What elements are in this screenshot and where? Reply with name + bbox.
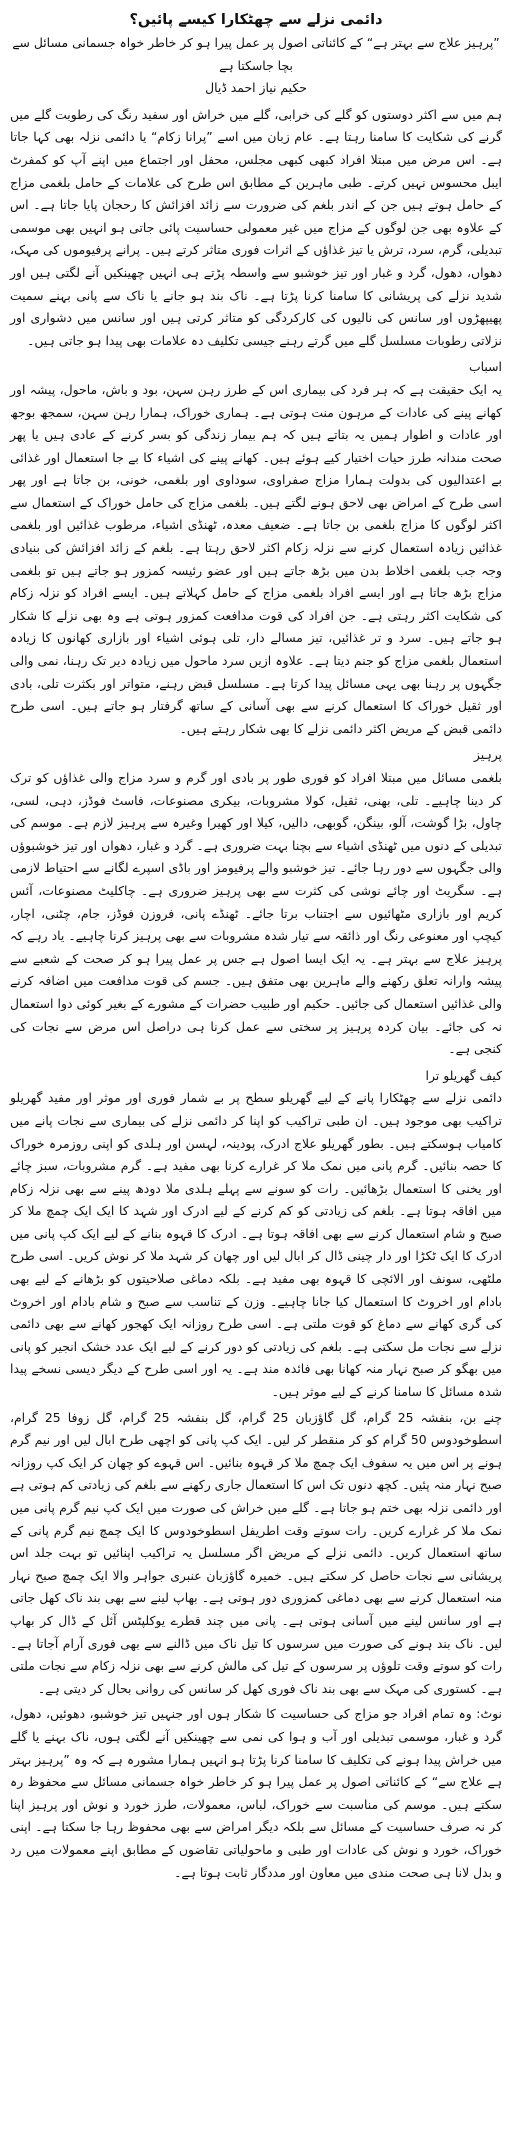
causes-paragraph: یہ ایک حقیقت ہے کہ ہر فرد کی بیماری اس کے طرز رہن سہن، بود و باش، ماحول، پیشہ اور کھانے پینے کی عادات کے مرہون منت ہوتی ہے۔ ہماری خوراک، ہمارا رہن سہن، سمجھ بوجھ اور عادات و اطوار ہمیں یہ بتاتے ہیں کہ ہم بیمار زندگی کو بسر کرنے کے عادی ہیں یا پھر صحت مندانہ طرز حیات اختیار کیے ہوئے ہیں۔ کھانے پینے کی اشیاء کا بے جا استعمال اور غذائی بے اعتدالیوں کی بدولت ہمارا مزاج صفراوی، سوداوی اور بلغمی، خونی، بن جاتا ہے اور پھر اسی طرح کے امراض بھی لاحق ہونے لگتے ہیں۔ بلغمی مزاج کی حامل خوراک کے استعمال سے اکثر لوگوں کا مزاج بلغمی بن جاتا ہے۔ ضعیف معدہ، ٹھنڈی اشیاء، مرطوب غذائیں اور بلغمی غذائیں زیادہ استعمال کرنے سے نزلہ زکام اکثر لاحق رہتا ہے۔ بلغم کے زائد افزائش کی بنیادی وجہ جب بلغمی اخلاط بدن میں بڑھ جاتے ہیں اور عضو رئیسہ کمزور ہو جاتے ہیں تو بلغمی مزاج بڑھ جاتا ہے اور ایسے افراد بلغمی مزاج کے حامل کہلاتے ہیں۔ ایسے افراد کو نزلہ زکام کی شکایت اکثر رہتی ہے۔ جن افراد کی قوت مدافعت کمزور ہوتی ہے وہ بھی نزلے کا شکار ہو جاتے ہیں۔ سرد و تر غذائیں، تیز مسالے دار، تلی ہوئی اشیاء اور بازاری کھانوں کا زیادہ استعمال بلغمی مزاج کو جنم دیتا ہے۔ علاوہ ازیں سرد ماحول میں زیادہ دیر تک رہنا، نمی والی جگہوں پر رہنا بھی یہی مسائل پیدا کرتا ہے۔ مسلسل قبض رہنے، متواتر اور بکثرت تلی، بادی اور ثقیل خوراک کا استعمال کرنے سے بھی آسانی کے ساتھ گرفتار ہو جاتے ہیں۔ اسی طرح دائمی قبض کے مریض اکثر دائمی نزلے کا بھی شکار رہتے ہیں۔ xyxy=(10,381,502,736)
section-heading-precautions: پرہیز xyxy=(473,747,502,763)
intro-paragraph: ہم میں سے اکثر دوستوں کو گلے کی خرابی، گلے میں خراش اور سفید رنگ کی رطوبت گلے میں گرنے کی شکایت کا سامنا رہتا ہے۔ عام زبان میں اسے ”پرانا زکام“ یا دائمی نزلہ بھی کہا جاتا ہے۔ اس مرض میں مبتلا افراد کبھی کبھی مجلس، محفل اور اجتماع میں اپنے آپ کو کمفرٹ ایبل محسوس نہیں کرتے۔ طبی ماہرین کے مطابق اس طرح کی علامات کے حامل بلغمی مزاج کے حامل ہوتے ہیں جن کے اندر بلغم کی ضرورت سے زائد افزائش کا رحجان پایا جاتا ہے۔ اس کے علاوہ بھی جن لوگوں کے مزاج میں غیر معمولی حساسیت پائی جاتی ہو انہیں بھی موسمی تبدیلی، گرم، سرد، ترش یا تیز غذاؤں کے اثرات فوری متاثر کرتے ہیں۔ پرانے پرفیوموں کی مہک، دھواں، دھول، گرد و غبار اور تیز خوشبو سے واسطہ پڑتے ہی انہیں چھینکیں آنے لگتی ہیں اور شدید نزلے کی پریشانی کا سامنا کرنا پڑتا ہے۔ ناک بند ہو جانے یا ناک سے پانی بہنے سمیت پھیپھڑوں اور سانس کی نالیوں کی کارکردگی کو متاثر کرتی ہیں اور سانس میں دشواری اور نزلاتی رطوبات مسلسل گلے میں گرتے رہنے جیسی تکلیف دہ علامات بھی پیدا ہو جاتی ہیں۔ xyxy=(10,106,502,348)
note-paragraph: نوٹ: وہ تمام افراد جو مزاج کی حساسیت کا شکار ہوں اور جنہیں تیز خوشبو، دھوئیں، دھول، گرد و غبار، موسمی تبدیلی اور آب و ہوا کی نمی سے چھینکیں آنے لگتی ہوں، ناک بہنے یا گلے میں خراش پیدا ہونے کی تکلیف کا سامنا کرنا پڑتا ہو انہیں ہمارا مشورہ ہے کہ وہ ”پرہیز بہتر ہے علاج سے“ کے کائناتی اصول پر عمل پیرا ہو کر خاطر خواہ جسمانی مسائل سے محفوظ رہ سکتے ہیں۔ موسم کی مناسبت سے خوراک، لباس، معمولات، طرز خورد و نوش اور پرہیز اپنا کر نہ صرف حساسیت کے مسائل سے بلکہ دیگر امراض سے بھی محفوظ رہا جا سکتا ہے۔ اپنی خوراک، خورد و نوش کی عادات اور طبی و ماحولیاتی تقاضوں کے مطابق اپنے معمولات میں رد و بدل لانا ہی صحت مندی میں معاون اور مددگار ثابت ہوتا ہے۔ xyxy=(10,1706,502,1880)
precautions-paragraph: بلغمی مسائل میں مبتلا افراد کو فوری طور پر بادی اور گرم و سرد مزاج والی غذاؤں کو ترک کر دینا چاہیے۔ تلی، بھنی، ثقیل، کولا مشروبات، بیکری مصنوعات، فاسٹ فوڈز، دہی، لسی، چاول، بڑا گوشت، آلو، بینگن، گوبھی، دالیں، کیلا اور کھیرا وغیرہ سے پرہیز لازم ہے۔ موسم کی تبدیلی کے دنوں میں ٹھنڈی اشیاء سے بچنا بہت ضروری ہے۔ گرد و غبار، دھواں اور تیز خوشبوؤں والی جگہوں سے دور رہا جائے۔ تیز خوشبو والے پرفیومز اور باڈی اسپرے لگانے سے احتیاط لازمی ہے۔ سگریٹ اور چائے نوشی کی کثرت سے بھی پرہیز ضروری ہے۔ چاکلیٹ مصنوعات، آئس کریم اور بازاری مٹھائیوں سے اجتناب برتا جائے۔ ٹھنڈے پانی، فروزن فوڈز، جام، چٹنی، اچار، کیچپ اور معنوعی رنگ اور ذائقہ سے تیار شدہ مشروبات سے بھی پرہیز کرنا چاہیے۔ یاد رہے کہ پرہیز علاج سے بہتر ہے۔ یہ ایک ایسا اصول ہے جس پر عمل پیرا ہو کر صحت کے شعبے سے پیشہ وارانہ تعلق رکھنے والے ماہرین بھی متفق ہیں۔ جسم کی قوت مدافعت میں اضافہ کرنے والی غذائیں استعمال کی جائیں۔ حکیم اور طبیب حضرات کے مشورے کے بغیر کوئی دوا استعمال نہ کی جائے۔ بیان کردہ پرہیز پر سختی سے عمل کرنا ہی دراصل اس مرض سے نجات کی کنجی ہے۔ xyxy=(10,770,502,1057)
section-heading-causes: اسباب xyxy=(468,359,502,375)
herbal-recipe-paragraph: چنے بن، بنفشہ 25 گرام، گل گاؤزبان 25 گرام، گل بنفشہ 25 گرام، گل زوفا 25 گرام، اسطوخودوس 50 گرام کو کر منقطر کر لیں۔ ایک کپ پانی کو اچھی طرح ابال لیں اور نیم گرم ہونے پر اس میں یہ سفوف ایک چمچ ملا کر قہوہ بنائیں۔ اس قہوے کو چھان کر ایک کپ روزانہ صبح نہار منہ پئیں۔ کچھ دنوں تک اس کا استعمال جاری رکھنے سے بلغم کی زیادتی کم ہوتی ہے اور دائمی نزلہ بھی ختم ہو جاتا ہے۔ گلے میں خراش کی صورت میں ایک کپ نیم گرم پانی میں نمک ملا کر غرارے کریں۔ رات سوتے وقت اطریفل اسطوخودوس کا ایک چمچ نیم گرم پانی کے ساتھ استعمال کریں۔ دائمی نزلے کے مریض اگر مسلسل یہ تراکیب اپنائیں تو بہت جلد اس پریشانی سے نجات حاصل کر سکتے ہیں۔ خمیرہ گاؤزبان عنبری جواہر والا ایک چمچ صبح نہار منہ استعمال کرنے سے بھی دماغی کمزوری دور ہوتی ہے۔ بھاپ لینے سے بھی بند ناک کھل جاتی ہے اور سانس لینے میں آسانی ہوتی ہے۔ پانی میں چند قطرے یوکلپٹس آئل کے ڈال کر بھاپ لیں۔ ناک بند ہونے کی صورت میں سرسوں کا تیل ناک میں ڈالنے سے بھی فوری آرام آجاتا ہے۔ رات کو سوتے وقت تلوؤں پر سرسوں کے تیل کی مالش کرنے سے بھی نزلہ زکام سے نجات ملتی ہے۔ کستوری کی مہک سے بھی بند ناک فوری کھل کر سانس کی روانی بحال کر دیتی ہے۔ xyxy=(10,1409,503,1696)
article-author: حکیم نیاز احمد ڈیال xyxy=(205,80,307,96)
article-subtitle: ”پرہیز علاج سے بہتر ہے“ کے کائناتی اصول پر عمل پیرا ہو کر خاطر خواہ جسمانی مسائل سے بچا جاسکتا ہے xyxy=(12,35,500,73)
home-remedies-paragraph: دائمی نزلے سے چھٹکارا پانے کے لیے گھریلو سطح پر بے شمار فوری اور موثر اور مفید گھریلو تراکیب بھی موجود ہیں۔ ان طبی تراکیب کو اپنا کر دائمی نزلے کی بیماری سے نجات پانے میں کامیاب ہوسکتے ہیں۔ بطور گھریلو علاج ادرک، پودینہ، لہسن اور ہلدی کو اپنی روزمرہ خوراک کا حصہ بنائیں۔ گرم پانی میں نمک ملا کر غرارے کرنا بھی مفید ہے۔ گرم مشروبات، سبز چائے اور یخنی کا استعمال بڑھائیں۔ رات کو سونے سے پہلے ہلدی ملا دودھ پینے سے بھی نزلہ زکام میں افاقہ ہوتا ہے۔ بلغم کی زیادتی کو کم کرنے کے لیے ادرک اور شہد کا ایک ایک چمچ ملا کر صبح و شام استعمال کرنے سے بھی افاقہ ہوتا ہے۔ ادرک کا قہوہ بنانے کے لیے ایک کپ پانی میں ادرک کا ایک ٹکڑا اور دار چینی ڈال کر ابال لیں اور چھان کر شہد ملا کر نوش کریں۔ اسی طرح ملٹھی، سونف اور الائچی کا قہوہ بھی مفید ہے۔ بلکہ دماغی صلاحیتوں کو بڑھانے کے لیے بھی بادام اور اخروٹ کا استعمال کیا جانا چاہیے۔ وزن کے تناسب سے صبح و شام بادام اور اخروٹ کی گری کھانے سے دماغ کو قوت ملتی ہے۔ اسی طرح روزانہ ایک کھجور کھانے سے بھی دائمی نزلے سے نجات مل سکتی ہے۔ بلغم کی زیادتی کو دور کرنے کے لیے ایک عدد خشک انجیر کو پانی میں بھگو کر صبح نہار منہ کھانا بھی فائدہ مند ہے۔ یہ اور اسی طرح کے دیگر دیسی نسخے پیدا شدہ مسائل کا سامنا کرنے کے لیے موثر ہیں۔ xyxy=(10,1090,502,1400)
article-title: دائمی نزلے سے چھٹکارا کیسے پائیں؟ xyxy=(129,12,383,28)
section-heading-home-remedies: کیف گھریلو ترا xyxy=(425,1067,502,1083)
